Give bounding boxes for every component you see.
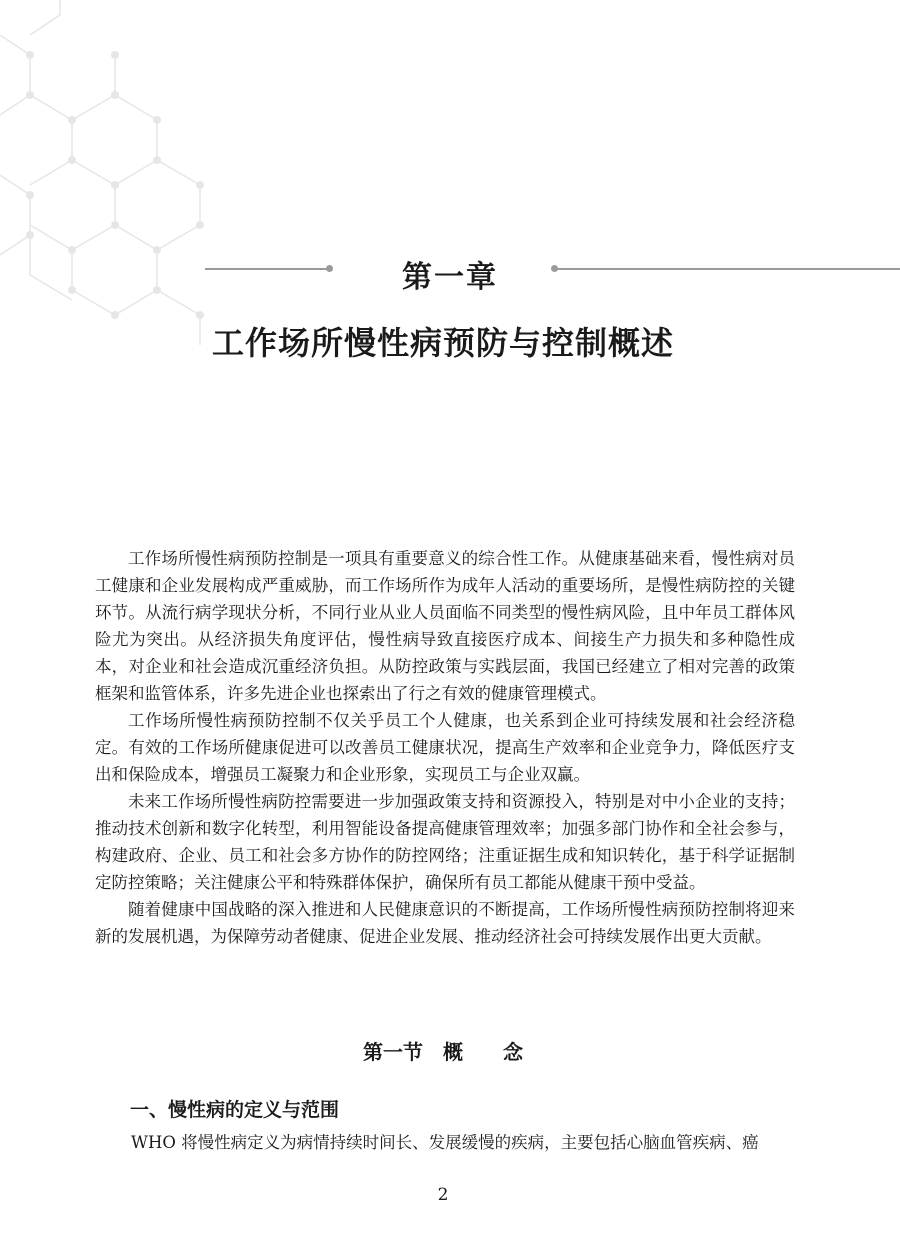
chapter-label: 第一章: [402, 260, 498, 295]
subsection-title: 一、慢性病的定义与范围: [130, 1099, 340, 1121]
section-title: 第一节 概 念: [363, 1040, 523, 1064]
intro-paragraph: 未来工作场所慢性病防控需要进一步加强政策支持和资源投入，特别是对中小企业的支持；推动技术创新和数字化转型，利用智能设备提高健康管理效率；加强多部门协作和全社会参与，构建政府、企业、员工和社会多方协作的防控网络；注重证据生成和知识转化，基于科学证据制定防控策略；关注健康公平和特殊群体保护，确保所有员工都能从健康干预中受益。: [95, 792, 795, 892]
intro-body: [95, 545, 795, 950]
page-number: 2: [437, 1185, 449, 1205]
chapter-title: 工作场所慢性病预防与控制概述: [211, 324, 674, 362]
intro-paragraph: 工作场所慢性病预防控制不仅关乎员工个人健康，也关系到企业可持续发展和社会经济稳定。有效的工作场所健康促进可以改善员工健康状况，提高生产效率和企业竞争力，降低医疗支出和保险成本，增强员工凝聚力和企业形象，实现员工与企业双赢。: [95, 711, 795, 784]
hexagon-pattern-decoration: [0, 0, 230, 360]
subsection-first-line: WHO 将慢性病定义为病情持续时间长、发展缓慢的疾病，主要包括心脑血管疾病、癌: [131, 1133, 759, 1152]
intro-paragraph: 工作场所慢性病预防控制是一项具有重要意义的综合性工作。从健康基础来看，慢性病对员工健康和企业发展构成严重威胁，而工作场所作为成年人活动的重要场所，是慢性病防控的关键环节。从流行病学现状分析，不同行业从业人员面临不同类型的慢性病风险，且中年员工群体风险尤为突出。从经济损失角度评估，慢性病导致直接医疗成本、间接生产力损失和多种隐性成本，对企业和社会造成沉重经济负担。从防控政策与实践层面，我国已经建立了相对完善的政策框架和监管体系，许多先进企业也探索出了行之有效的健康管理模式。: [95, 549, 795, 703]
intro-paragraph: 随着健康中国战略的深入推进和人民健康意识的不断提高，工作场所慢性病预防控制将迎来新的发展机遇，为保障劳动者健康、促进企业发展、推动经济社会可持续发展作出更大贡献。: [95, 900, 795, 946]
